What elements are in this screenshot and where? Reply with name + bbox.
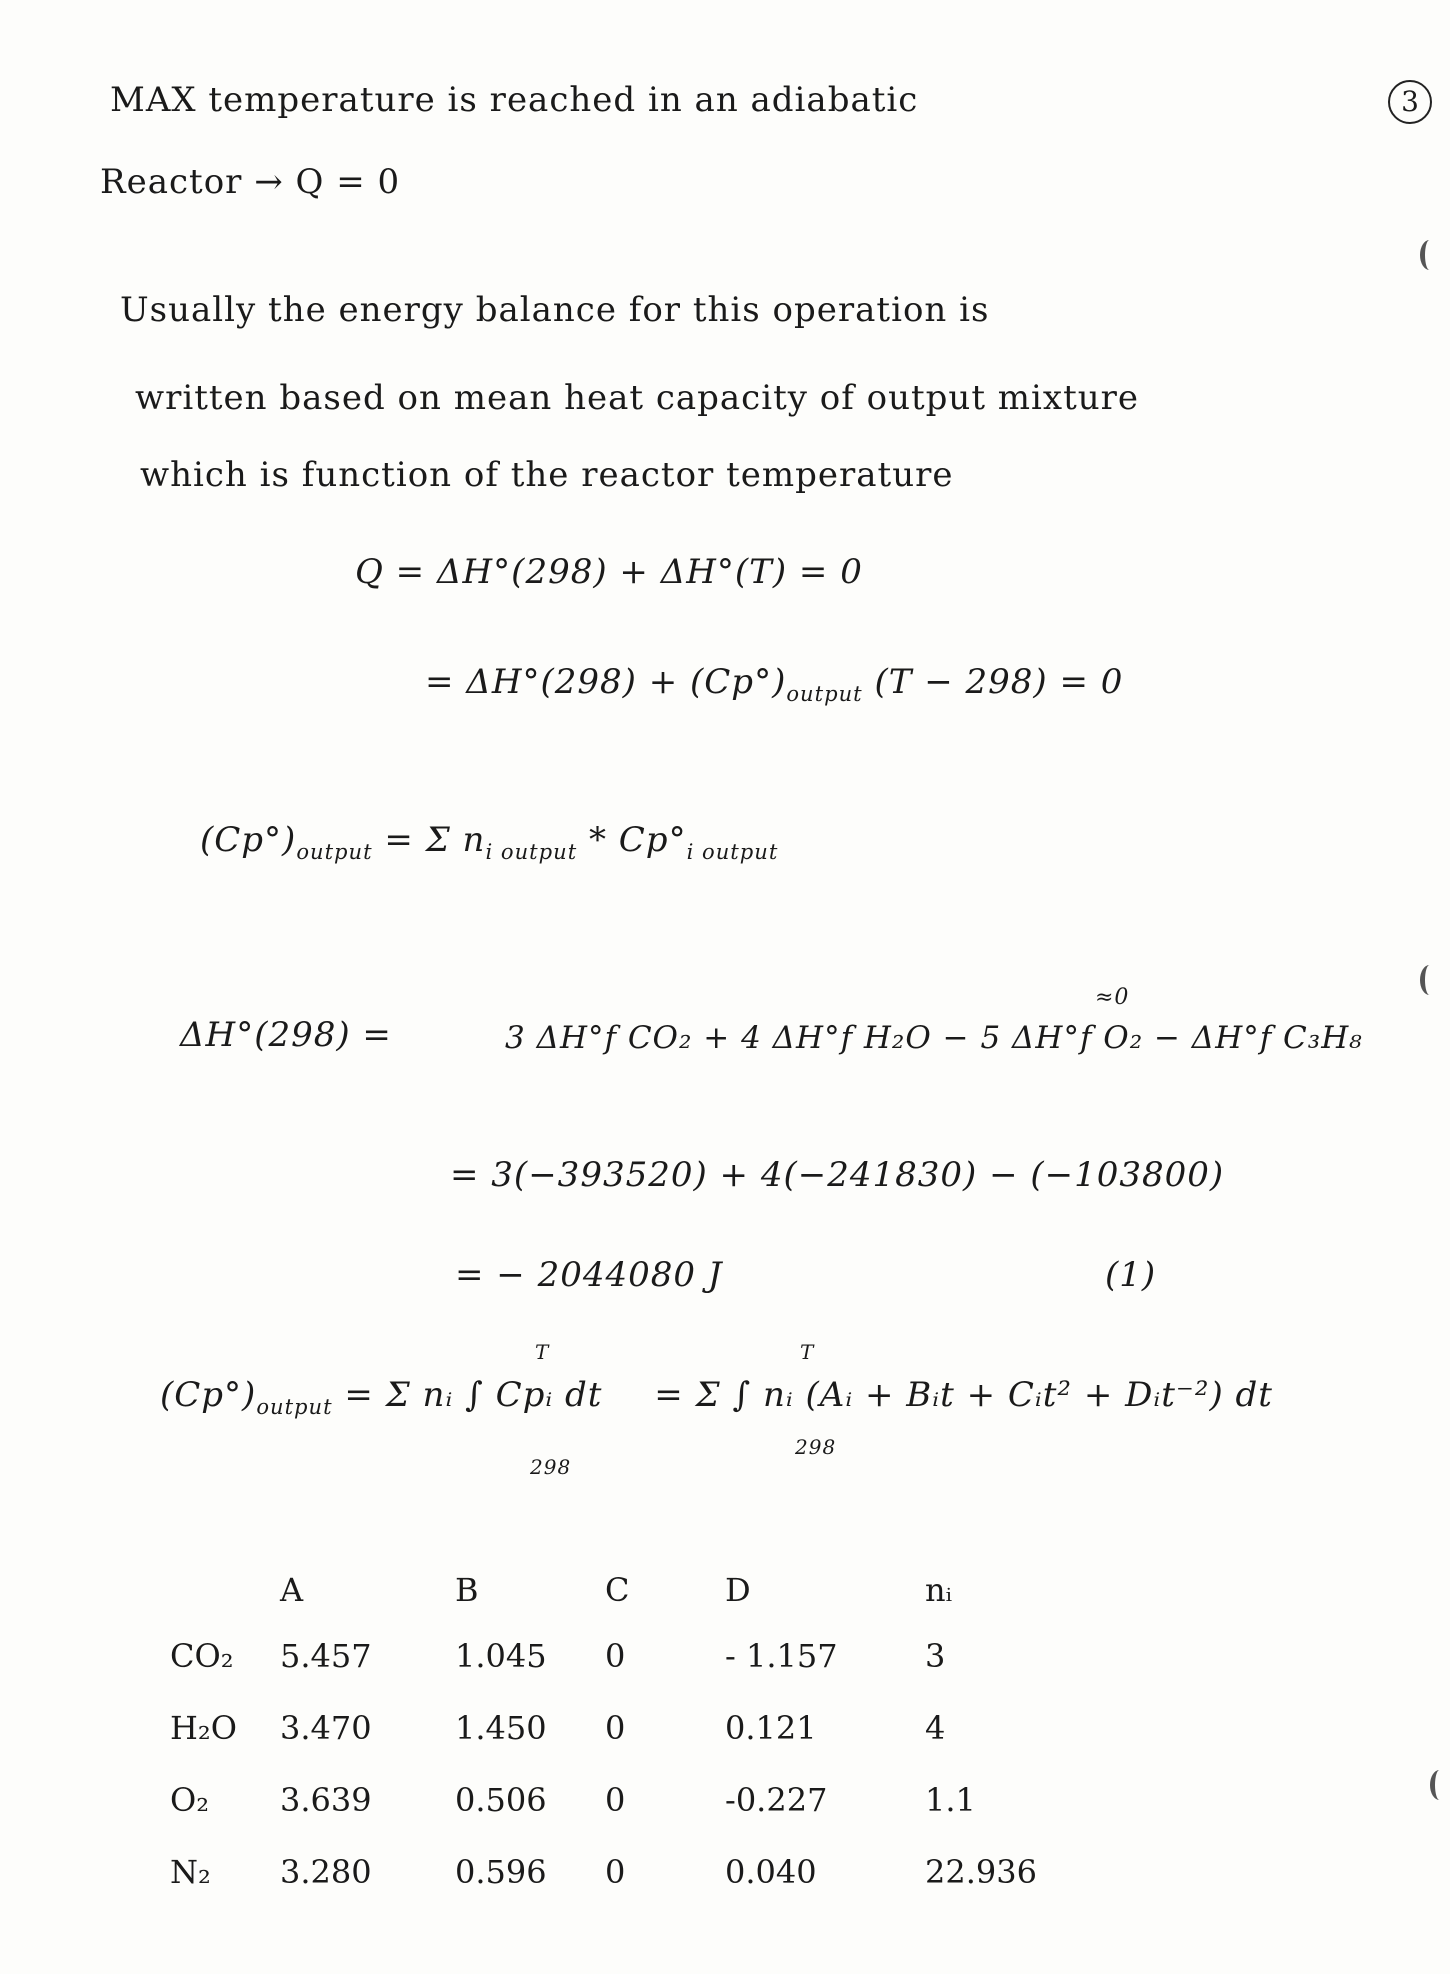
cp-integral-rhs: = Σ ∫ nᵢ (Aᵢ + Bᵢt + Cᵢt² + Dᵢt⁻²) dt <box>654 1375 1273 1415</box>
table-row <box>170 1692 1045 1764</box>
dh-numeric: = 3(−393520) + 4(−241830) − (−103800) <box>450 1155 1225 1195</box>
table-row <box>170 1620 1045 1692</box>
dh-terms: 3 ΔH°f CO₂ + 4 ΔH°f H₂O − 5 ΔH°f O₂ − ΔH°f C₃H₈ <box>505 1020 1363 1056</box>
table-header-row <box>170 1560 1045 1620</box>
cp-def-rhs: = Σ n <box>384 820 486 860</box>
table-cell: 0 <box>605 1709 626 1747</box>
integral-upper-limit-1: T <box>535 1340 550 1364</box>
cp-definition <box>200 820 778 864</box>
paragraph-line-3: which is function of the reactor temperature <box>140 455 954 495</box>
table-cell: - 1.157 <box>725 1637 838 1675</box>
table-cell: 0 <box>605 1637 626 1675</box>
equation-label-1: (1) <box>1105 1255 1157 1295</box>
integral-upper-limit-2: T <box>800 1340 815 1364</box>
q-expanded-suffix: (T − 298) = 0 <box>874 662 1124 702</box>
q-expanded-equation <box>425 662 1123 706</box>
integral-lower-limit-1: 298 <box>530 1455 572 1479</box>
margin-mark-2 <box>1420 965 1439 995</box>
table-cell: -0.227 <box>725 1781 828 1819</box>
heat-capacity-table <box>170 1560 1045 1908</box>
table-row <box>170 1836 1045 1908</box>
cp-def-rhs-mid: * Cp° <box>577 820 687 860</box>
table-cell: 0.596 <box>455 1853 547 1891</box>
dh-result: = − 2044080 J <box>455 1255 723 1295</box>
cp-integral-mid: = Σ nᵢ ∫ Cpᵢ dt <box>344 1375 603 1415</box>
cp-integral-lhs-sub: output <box>256 1393 333 1419</box>
table-header-cell: A <box>280 1571 304 1609</box>
table-header-cell <box>170 1560 280 1620</box>
cp-def-lhs: (Cp°) <box>200 820 297 860</box>
table-cell: N₂ <box>170 1853 211 1891</box>
cp-def-lhs-sub: output <box>296 838 373 864</box>
table-cell: 5.457 <box>280 1637 372 1675</box>
table-cell: 22.936 <box>925 1853 1037 1891</box>
q-balance-equation: Q = ΔH°(298) + ΔH°(T) = 0 <box>355 552 863 592</box>
margin-mark-1 <box>1420 240 1439 270</box>
table-header-cell: C <box>605 1571 630 1609</box>
q-expanded-sub: output <box>786 680 863 706</box>
table-cell: 0.506 <box>455 1781 547 1819</box>
dh-zero-mark: ≈0 <box>1095 985 1130 1010</box>
table-cell: 1.045 <box>455 1637 547 1675</box>
table-cell: 4 <box>925 1709 946 1747</box>
table-cell: 3 <box>925 1637 946 1675</box>
intro-line-2: Reactor → Q = 0 <box>100 162 401 202</box>
table-cell: 1.1 <box>925 1781 976 1819</box>
table-cell: 0.040 <box>725 1853 817 1891</box>
paragraph-line-1: Usually the energy balance for this operation is <box>120 290 990 330</box>
paragraph-line-2: written based on mean heat capacity of output mixture <box>135 378 1140 418</box>
cp-def-rhs-sub1: i output <box>485 838 578 864</box>
table-cell: 3.280 <box>280 1853 372 1891</box>
dh-lhs: ΔH°(298) = <box>180 1015 392 1055</box>
cp-def-rhs-sub2: i output <box>686 838 779 864</box>
table-row <box>170 1764 1045 1836</box>
q-expanded-prefix: = ΔH°(298) + (Cp°) <box>425 662 787 702</box>
table-cell: 3.639 <box>280 1781 372 1819</box>
table-cell: O₂ <box>170 1781 210 1819</box>
intro-line-1: MAX temperature is reached in an adiabatic <box>110 80 919 120</box>
table-cell: 1.450 <box>455 1709 547 1747</box>
margin-mark-3 <box>1430 1770 1449 1800</box>
page-number: 3 <box>1388 80 1432 124</box>
table-cell: H₂O <box>170 1709 237 1747</box>
table-cell: 0.121 <box>725 1709 817 1747</box>
table-header-cell: D <box>725 1571 751 1609</box>
table-header-cell: nᵢ <box>925 1571 953 1609</box>
table-header-cell: B <box>455 1571 479 1609</box>
cp-integral-lhs: (Cp°) <box>160 1375 257 1415</box>
table-cell: 0 <box>605 1853 626 1891</box>
cp-integral-equation <box>160 1375 1273 1419</box>
table-cell: 0 <box>605 1781 626 1819</box>
table-cell: CO₂ <box>170 1637 234 1675</box>
integral-lower-limit-2: 298 <box>795 1435 837 1459</box>
table-cell: 3.470 <box>280 1709 372 1747</box>
